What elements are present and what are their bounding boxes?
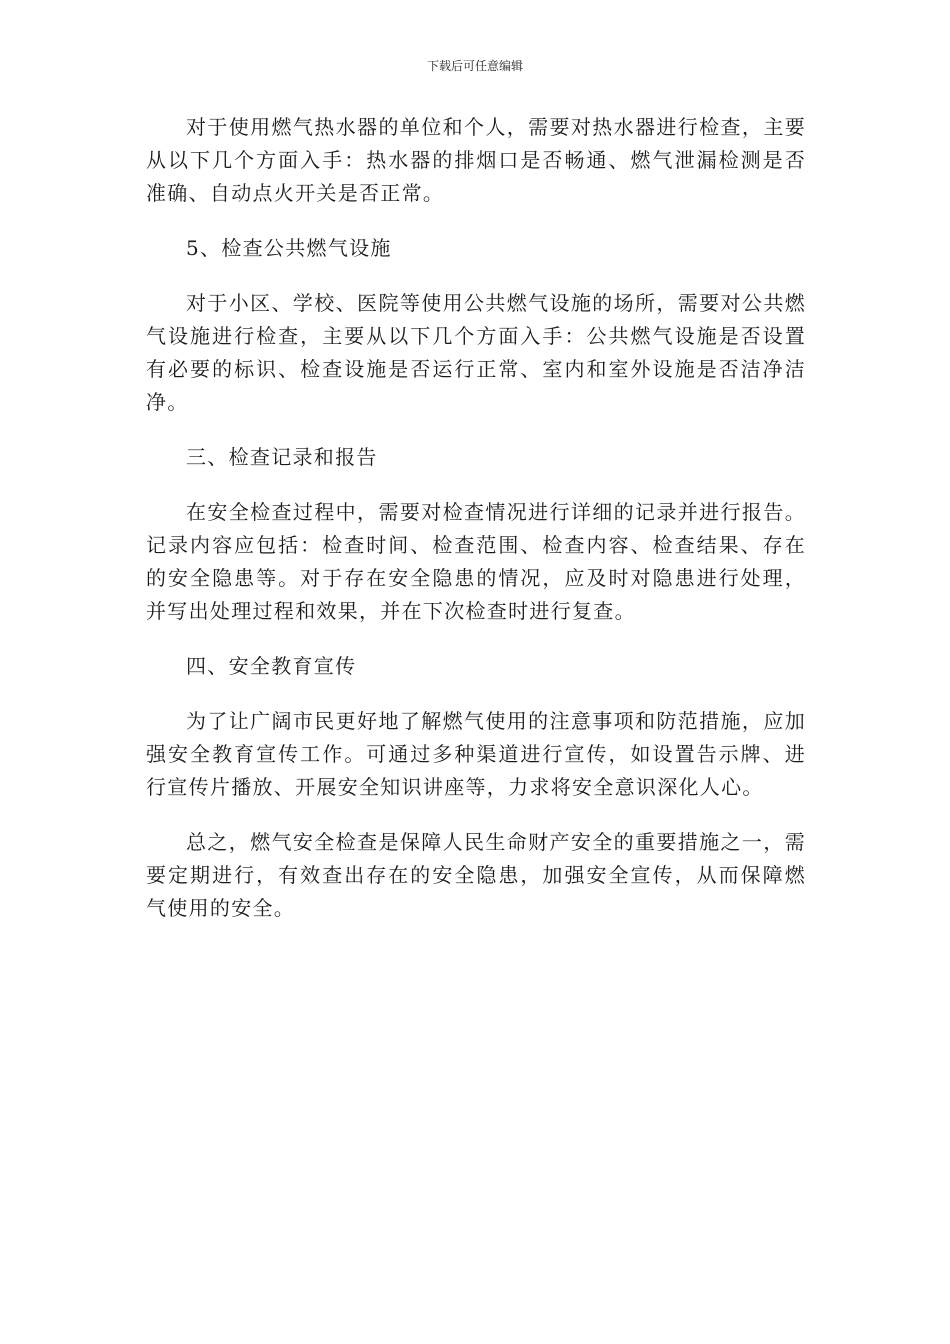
paragraph-public-facilities: 对于小区、学校、医院等使用公共燃气设施的场所，需要对公共燃气设施进行检查，主要从以下几个方面入手：公共燃气设施是否设置有必要的标识、检查设施是否运行正常、室内和室外设施是否洁净洁净。 — [146, 291, 806, 414]
paragraph-safety-education: 为了让广阔市民更好地了解燃气使用的注意事项和防范措施，应加强安全教育宣传工作。可通过多种渠道进行宣传，如设置告示牌、进行宣传片播放、开展安全知识讲座等，力求将安全意识深化人心。 — [146, 709, 806, 799]
section-heading-records-reports: 三、检查记录和报告 — [186, 445, 378, 469]
page-header-note: 下载后可任意编辑 — [426, 59, 523, 73]
paragraph-records-reports: 在安全检查过程中，需要对检查情况进行详细的记录并进行报告。记录内容应包括：检查时间、检查范围、检查内容、检查结果、存在的安全隐患等。对于存在安全隐患的情况，应及时对隐患进行处理，并写出处理过程和效果，并在下次检查时进行复查。 — [146, 500, 806, 623]
section-heading-public-facilities: 5、检查公共燃气设施 — [186, 236, 392, 260]
section-heading-safety-education: 四、安全教育宣传 — [186, 654, 357, 678]
paragraph-conclusion: 总之，燃气安全检查是保障人民生命财产安全的重要措施之一，需要定期进行，有效查出存在的安全隐患，加强安全宣传，从而保障燃气使用的安全。 — [146, 830, 806, 920]
document-body — [146, 111, 806, 947]
paragraph-water-heater-check: 对于使用燃气热水器的单位和个人，需要对热水器进行检查，主要从以下几个方面入手：热水器的排烟口是否畅通、燃气泄漏检测是否准确、自动点火开关是否正常。 — [146, 115, 806, 205]
